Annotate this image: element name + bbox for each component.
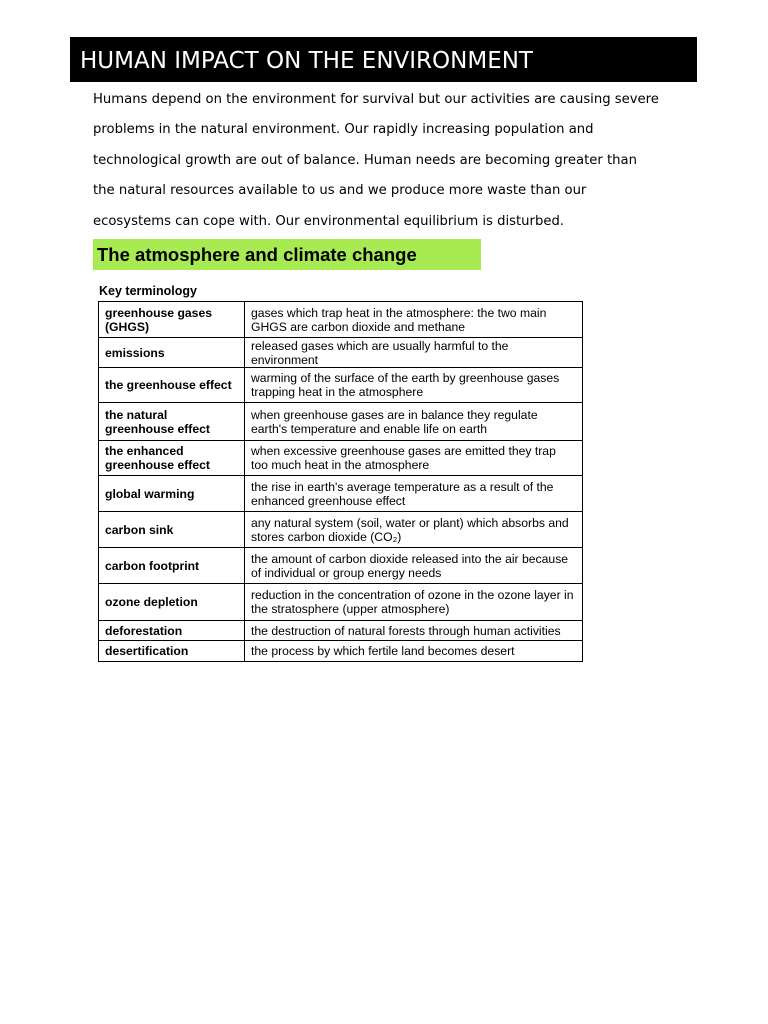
table-row	[99, 641, 583, 662]
key-terminology-table	[98, 301, 583, 662]
definition-cell: any natural system (soil, water or plant) which absorbs and stores carbon dioxide (CO₂)	[245, 512, 583, 548]
table-row	[99, 584, 583, 621]
table-row	[99, 338, 583, 368]
intro-line: Humans depend on the environment for survival but our activities are causing severe	[93, 92, 659, 107]
section-heading	[93, 239, 481, 270]
page-title: HUMAN IMPACT ON THE ENVIRONMENT	[80, 47, 533, 74]
intro-paragraph	[93, 85, 683, 237]
definition-cell: the rise in earth's average temperature as a result of the enhanced greenhouse effect	[245, 476, 583, 512]
key-terminology-label: Key terminology	[99, 284, 197, 298]
section-heading-text: The atmosphere and climate change	[97, 243, 417, 265]
intro-line: problems in the natural environment. Our rapidly increasing population and	[93, 122, 594, 138]
intro-line: technological growth are out of balance. Human needs are becoming greater than	[93, 152, 637, 168]
table-row	[99, 441, 583, 476]
term-cell: deforestation	[99, 621, 245, 641]
table-row	[99, 512, 583, 548]
table-row	[99, 403, 583, 441]
term-cell: global warming	[99, 476, 245, 512]
title-banner	[70, 37, 697, 82]
table-row	[99, 548, 583, 584]
term-cell: the natural greenhouse effect	[99, 403, 245, 441]
definition-cell: when excessive greenhouse gases are emitted they trap too much heat in the atmosphere	[245, 441, 583, 476]
term-cell: the greenhouse effect	[99, 368, 245, 403]
term-cell: emissions	[99, 338, 245, 368]
definition-cell: warming of the surface of the earth by greenhouse gases trapping heat in the atmosphere	[245, 368, 583, 403]
definition-cell: gases which trap heat in the atmosphere: the two main GHGS are carbon dioxide and methane	[245, 302, 583, 338]
term-cell: ozone depletion	[99, 584, 245, 621]
table-row	[99, 621, 583, 641]
term-cell: greenhouse gases (GHGS)	[99, 302, 245, 338]
definition-cell: the process by which fertile land becomes desert	[245, 641, 583, 662]
term-cell: carbon sink	[99, 512, 245, 548]
table-row	[99, 302, 583, 338]
definition-cell: reduction in the concentration of ozone in the ozone layer in the stratosphere (upper atmosphere)	[245, 584, 583, 621]
definition-cell: the amount of carbon dioxide released into the air because of individual or group energy needs	[245, 548, 583, 584]
definition-cell: when greenhouse gases are in balance they regulate earth's temperature and enable life on earth	[245, 403, 583, 441]
term-cell: desertification	[99, 641, 245, 662]
definition-cell: released gases which are usually harmful to the environment	[245, 338, 583, 368]
intro-line: the natural resources available to us and we produce more waste than our	[93, 183, 587, 199]
definition-cell: the destruction of natural forests through human activities	[245, 621, 583, 641]
table-row	[99, 368, 583, 403]
intro-line: ecosystems can cope with. Our environmental equilibrium is disturbed.	[93, 213, 565, 229]
term-cell: carbon footprint	[99, 548, 245, 584]
table-row	[99, 476, 583, 512]
term-cell: the enhanced greenhouse effect	[99, 441, 245, 476]
